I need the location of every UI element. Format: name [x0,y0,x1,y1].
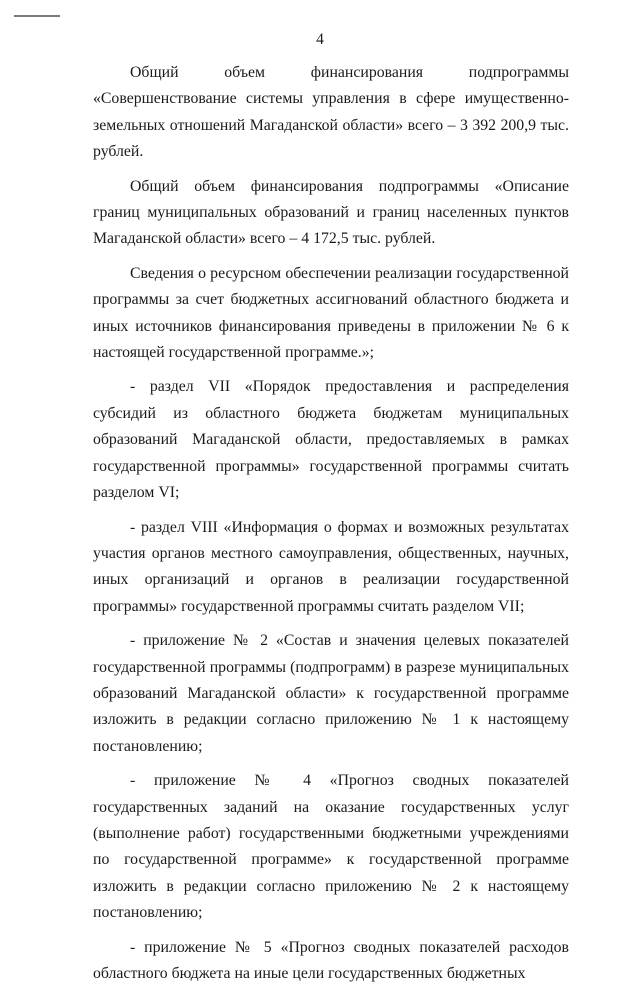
scan-edge-mark [14,15,60,17]
paragraph-section-viii: - раздел VIII «Информация о формах и возможных результатах участия органов местного самоуправления, общественных, научных, иных организаций и органов в реализации государственной программы» государственной программы считать разделом VII; [93,518,569,615]
paragraph-appendix-5: - приложение № 5 «Прогноз сводных показателей расходов областного бюджета на иные цели государственных бюджетных [93,938,569,982]
paragraph-section-vii: - раздел VII «Порядок предоставления и распределения субсидий из областного бюджета бюджетам муниципальных образований Магаданской области, предоставляемых в рамках государственной программы» государственной программы считать разделом VI; [93,378,569,502]
document-body [93,60,569,995]
paragraph-financing-property-subprogram: Общий объем финансирования подпрограммы «Совершенствование системы управления в сфере имущественно-земельных отношений Магаданской области» всего – 3 392 200,9 тыс. рублей. [93,64,569,161]
paragraph-financing-borders-subprogram: Общий объем финансирования подпрограммы «Описание границ муниципальных образований и границ населенных пунктов Магаданской области» всего – 4 172,5 тыс. рублей. [93,177,569,248]
paragraph-appendix-2: - приложение № 2 «Состав и значения целевых показателей государственной программы (подпрограмм) в разрезе муниципальных образований Магаданской области» к государственной программе изложить в редакции согласно приложению № 1 к настоящему постановлению; [93,632,569,755]
paragraph-appendix-4: - приложение № 4 «Прогноз сводных показателей государственных заданий на оказание государственных услуг (выполнение работ) государственными бюджетными учреждениями по государственной программе» к государственной программе изложить в редакции согласно приложению № 2 к настоящему постановлению; [93,772,569,922]
paragraph-resource-information: Сведения о ресурсном обеспечении реализации государственной программы за счет бюджетных ассигнований областного бюджета и иных источников финансирования приведены в приложении № 6 к настоящей государственной программе.»; [93,264,569,362]
page-number: 4 [316,31,324,48]
